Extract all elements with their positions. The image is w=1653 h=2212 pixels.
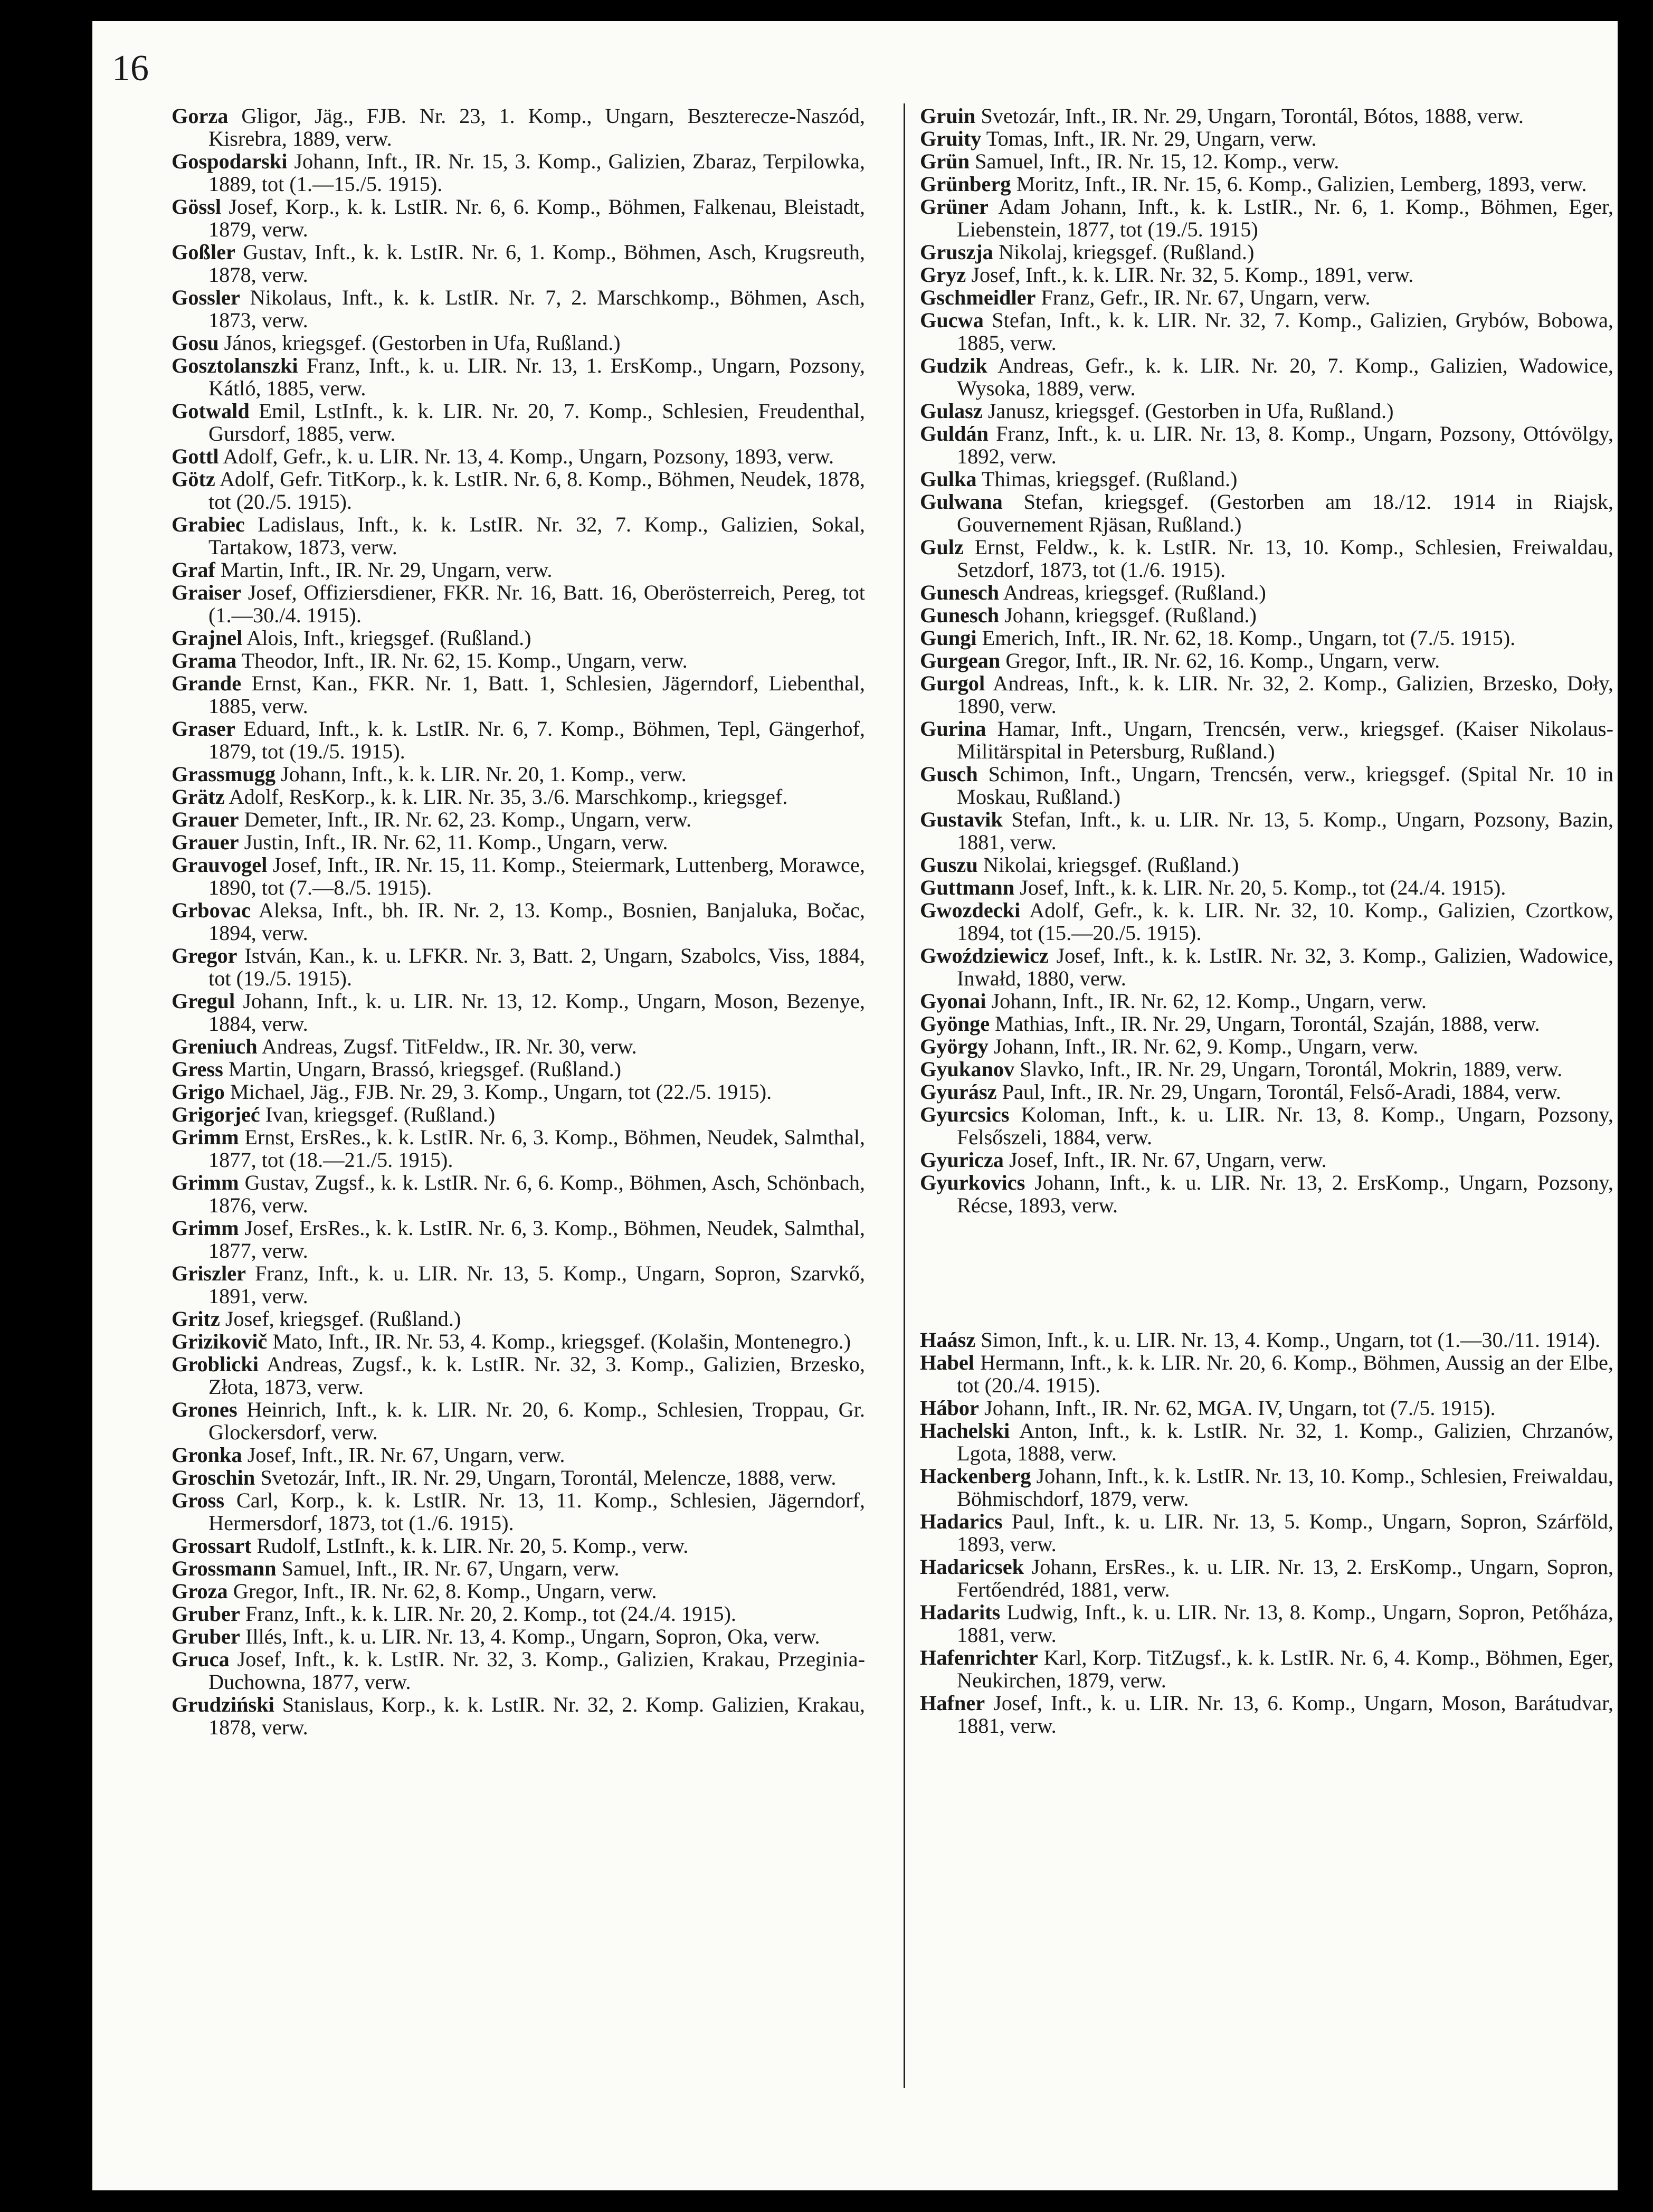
entry-details: Carl, Korp., k. k. LstIR. Nr. 13, 11. Komp., Schlesien, Jägerndorf, Hermersdorf, 1873, tot (1./6. 1915). bbox=[208, 1488, 866, 1535]
entry-surname: Grauvogel bbox=[172, 853, 268, 877]
entry-surname: Gyurkovics bbox=[920, 1171, 1025, 1194]
entry-details: Thimas, kriegsgef. (Rußland.) bbox=[981, 467, 1238, 491]
list-entry bbox=[920, 490, 1613, 536]
list-entry bbox=[920, 1328, 1613, 1351]
list-entry bbox=[172, 195, 865, 241]
list-entry bbox=[172, 513, 865, 558]
entry-surname: Gruin bbox=[920, 104, 976, 128]
entry-details: Adam Johann, Inft., k. k. LstIR., Nr. 6, 1. Komp., Böhmen, Eger, Liebenstein, 1877, tot (19./5. 1915) bbox=[957, 195, 1613, 241]
entry-surname: Gregor bbox=[172, 944, 238, 967]
list-entry bbox=[920, 876, 1613, 899]
entry-surname: Hafner bbox=[920, 1691, 985, 1715]
list-entry bbox=[172, 150, 865, 195]
list-entry bbox=[172, 1534, 865, 1557]
entry-details: Andreas, kriegsgef. (Rußland.) bbox=[1003, 581, 1266, 604]
entry-details: Ernst, Kan., FKR. Nr. 1, Batt. 1, Schlesien, Jägerndorf, Liebenthal, 1885, verw. bbox=[208, 671, 865, 718]
list-entry bbox=[920, 422, 1613, 468]
entry-details: Johann, Inft., IR. Nr. 62, 12. Komp., Ungarn, verw. bbox=[991, 989, 1427, 1013]
entry-surname: Hadarics bbox=[920, 1510, 1003, 1533]
entry-details: Mathias, Inft., IR. Nr. 29, Ungarn, Torontál, Szaján, 1888, verw. bbox=[995, 1012, 1540, 1036]
entry-details: Emil, LstInft., k. k. LIR. Nr. 20, 7. Komp., Schlesien, Freudenthal, Gursdorf, 1885, verw. bbox=[208, 399, 865, 445]
entry-details: Adolf, Gefr., k. u. LIR. Nr. 13, 4. Komp., Ungarn, Pozsony, 1893, verw. bbox=[223, 444, 834, 468]
entry-details: Adolf, Gefr., k. k. LIR. Nr. 32, 10. Komp., Galizien, Czortkow, 1894, tot (15.—20./5. 1915). bbox=[957, 898, 1613, 945]
list-entry bbox=[172, 1217, 865, 1262]
list-entry bbox=[920, 468, 1613, 490]
list-entry bbox=[172, 468, 865, 513]
entry-surname: Gruber bbox=[172, 1625, 240, 1648]
list-entry bbox=[920, 127, 1613, 150]
entry-details: Adolf, ResKorp., k. k. LIR. Nr. 35, 3./6. Marschkomp., kriegsgef. bbox=[229, 785, 788, 809]
list-entry bbox=[920, 1397, 1613, 1419]
list-entry bbox=[920, 1103, 1613, 1148]
entry-surname: Götz bbox=[172, 467, 215, 491]
list-entry bbox=[172, 1330, 865, 1353]
entry-surname: Gulwana bbox=[920, 490, 1003, 514]
entry-details: Rudolf, LstInft., k. k. LIR. Nr. 20, 5. Komp., verw. bbox=[256, 1534, 689, 1558]
entry-details: Johann, Inft., IR. Nr. 62, 9. Komp., Ungarn, verw. bbox=[993, 1034, 1419, 1058]
entry-surname: Grigorjeć bbox=[172, 1103, 260, 1126]
entry-details: Ernst, ErsRes., k. k. LstIR. Nr. 6, 3. Komp., Böhmen, Neudek, Salmthal, 1877, tot (18.—21./5. 1915). bbox=[208, 1125, 865, 1172]
list-entry bbox=[920, 944, 1613, 990]
entry-surname: Grauer bbox=[172, 830, 239, 854]
entry-surname: Grossmann bbox=[172, 1556, 277, 1580]
right-column bbox=[920, 105, 1613, 1737]
entry-surname: Graser bbox=[172, 717, 235, 741]
entry-surname: Gulasz bbox=[920, 399, 983, 423]
list-entry bbox=[920, 1646, 1613, 1692]
list-entry bbox=[172, 1602, 865, 1625]
entry-details: Slavko, Inft., IR. Nr. 29, Ungarn, Torontál, Mokrin, 1889, verw. bbox=[1020, 1057, 1563, 1081]
list-entry bbox=[920, 1419, 1613, 1465]
entry-details: Mato, Inft., IR. Nr. 53, 4. Komp., kriegsgef. (Kolašin, Montenegro.) bbox=[272, 1330, 851, 1353]
entry-details: Ludwig, Inft., k. u. LIR. Nr. 13, 8. Komp., Ungarn, Sopron, Petőháza, 1881, verw. bbox=[957, 1600, 1613, 1647]
entry-surname: Gurgean bbox=[920, 649, 1001, 672]
list-entry bbox=[172, 581, 865, 626]
entry-surname: Gronka bbox=[172, 1443, 242, 1467]
entry-details: Johann, Inft., IR. Nr. 15, 3. Komp., Galizien, Zbaraz, Terpilowka, 1889, tot (1.—15./5. 1915). bbox=[208, 149, 866, 196]
entry-surname: Gyuricza bbox=[920, 1148, 1004, 1172]
entry-details: Ladislaus, Inft., k. k. LstIR. Nr. 32, 7. Komp., Galizien, Sokal, Tartakow, 1873, verw. bbox=[208, 512, 865, 559]
entry-details: Franz, Inft., k. u. LIR. Nr. 13, 5. Komp., Ungarn, Sopron, Szarvkő, 1891, verw. bbox=[208, 1261, 865, 1308]
entry-details: Josef, ErsRes., k. k. LstIR. Nr. 6, 3. Komp., Böhmen, Neudek, Salmthal, 1877, verw. bbox=[208, 1216, 866, 1262]
entry-surname: Goßler bbox=[172, 240, 235, 264]
entry-surname: Gottl bbox=[172, 444, 219, 468]
entry-surname: Grimm bbox=[172, 1216, 239, 1240]
list-entry bbox=[920, 626, 1613, 649]
list-entry bbox=[172, 1035, 865, 1058]
entry-surname: Grama bbox=[172, 649, 237, 672]
entry-details: Josef, Inft., IR. Nr. 67, Ungarn, verw. bbox=[247, 1443, 565, 1467]
entry-surname: Guttmann bbox=[920, 876, 1015, 899]
entry-details: Martin, Ungarn, Brassó, kriegsgef. (Rußland.) bbox=[228, 1057, 622, 1081]
list-entry bbox=[172, 105, 865, 150]
list-entry bbox=[172, 1557, 865, 1580]
entry-details: Hamar, Inft., Ungarn, Trencsén, verw., kriegsgef. (Kaiser Nikolaus-Militärspital in Petersburg, Rußland.) bbox=[957, 717, 1614, 763]
list-entry bbox=[920, 286, 1613, 309]
entry-surname: Gusch bbox=[920, 762, 978, 786]
list-entry bbox=[172, 626, 865, 649]
entry-surname: Grassmugg bbox=[172, 762, 276, 786]
entry-surname: Gwoździewicz bbox=[920, 944, 1049, 967]
entry-surname: Hadaricsek bbox=[920, 1555, 1024, 1579]
entry-surname: Gress bbox=[172, 1057, 223, 1081]
list-entry bbox=[920, 354, 1613, 400]
list-entry bbox=[920, 400, 1613, 422]
entry-surname: Gross bbox=[172, 1488, 225, 1512]
entry-details: Stanislaus, Korp., k. k. LstIR. Nr. 32, 2. Komp. Galizien, Krakau, 1878, verw. bbox=[208, 1693, 865, 1739]
entry-details: Gustav, Inft., k. k. LstIR. Nr. 6, 1. Komp., Böhmen, Asch, Krugsreuth, 1878, verw. bbox=[208, 240, 866, 287]
entry-surname: Gryz bbox=[920, 263, 966, 287]
entry-details: Stefan, Inft., k. k. LIR. Nr. 32, 7. Komp., Galizien, Grybów, Bobowa, 1885, verw. bbox=[957, 308, 1614, 355]
entry-details: Andreas, Zugsf. TitFeldw., IR. Nr. 30, verw. bbox=[261, 1034, 637, 1058]
entry-details: Eduard, Inft., k. k. LstIR. Nr. 6, 7. Komp., Böhmen, Tepl, Gängerhof, 1879, tot (19./5. 1915). bbox=[208, 717, 865, 763]
list-entry bbox=[172, 944, 865, 990]
entry-details: Johann, ErsRes., k. u. LIR. Nr. 13, 2. ErsKomp., Ungarn, Sopron, Fertőendréd, 1881, verw. bbox=[957, 1555, 1614, 1601]
entry-details: Nikolaus, Inft., k. k. LstIR. Nr. 7, 2. Marschkomp., Böhmen, Asch, 1873, verw. bbox=[208, 286, 865, 332]
entry-details: Nikolai, kriegsgef. (Rußland.) bbox=[983, 853, 1239, 877]
entry-details: Paul, Inft., k. u. LIR. Nr. 13, 5. Komp., Ungarn, Sopron, Szárföld, 1893, verw. bbox=[957, 1510, 1613, 1556]
entry-details: Anton, Inft., k. k. LstIR. Nr. 32, 1. Komp., Galizien, Chrzanów, Lgota, 1888, verw. bbox=[957, 1419, 1613, 1465]
list-entry bbox=[172, 558, 865, 581]
list-entry bbox=[920, 604, 1613, 626]
entry-surname: Guldán bbox=[920, 422, 989, 445]
list-entry bbox=[920, 1601, 1613, 1646]
entry-details: Stefan, kriegsgef. (Gestorben am 18./12. 1914 in Riajsk, Gouvernement Rjäsan, Rußland.) bbox=[957, 490, 1613, 536]
entry-surname: Gyurász bbox=[920, 1080, 997, 1104]
entry-details: Martin, Inft., IR. Nr. 29, Ungarn, verw. bbox=[220, 558, 553, 582]
entry-details: Alois, Inft., kriegsgef. (Rußland.) bbox=[246, 626, 531, 650]
list-entry bbox=[920, 763, 1613, 808]
list-entry bbox=[920, 1692, 1613, 1737]
entry-details: Gregor, Inft., IR. Nr. 62, 16. Komp., Ungarn, verw. bbox=[1005, 649, 1440, 672]
entry-surname: Gucwa bbox=[920, 308, 984, 332]
column-divider bbox=[904, 103, 905, 2088]
entry-details: Josef, Offiziersdiener, FKR. Nr. 16, Batt. 16, Oberösterreich, Pereg, tot (1.—30./4. 1915). bbox=[208, 581, 865, 627]
entry-details: Emerich, Inft., IR. Nr. 62, 18. Komp., Ungarn, tot (7./5. 1915). bbox=[982, 626, 1516, 650]
entry-details: Svetozár, Inft., IR. Nr. 29, Ungarn, Torontál, Melencze, 1888, verw. bbox=[260, 1466, 837, 1489]
entry-details: Johann, Inft., k. k. LIR. Nr. 20, 1. Komp., verw. bbox=[281, 762, 687, 786]
list-entry bbox=[920, 150, 1613, 173]
list-entry bbox=[920, 808, 1613, 853]
entry-details: Paul, Inft., IR. Nr. 29, Ungarn, Torontál, Felső-Aradi, 1884, verw. bbox=[1002, 1080, 1561, 1104]
entry-details: Josef, Inft., IR. Nr. 67, Ungarn, verw. bbox=[1009, 1148, 1327, 1172]
entry-details: Michael, Jäg., FJB. Nr. 29, 3. Komp., Ungarn, tot (22./5. 1915). bbox=[230, 1080, 772, 1104]
entry-details: Johann, kriegsgef. (Rußland.) bbox=[1004, 603, 1257, 627]
entry-details: Josef, kriegsgef. (Rußland.) bbox=[225, 1307, 461, 1331]
list-entry bbox=[920, 536, 1613, 581]
entry-details: Nikolaj, kriegsgef. (Rußland.) bbox=[998, 240, 1255, 264]
entry-details: Moritz, Inft., IR. Nr. 15, 6. Komp., Galizien, Lemberg, 1893, verw. bbox=[1016, 172, 1587, 196]
entry-details: Illés, Inft., k. u. LIR. Nr. 13, 4. Komp., Ungarn, Sopron, Oka, verw. bbox=[245, 1625, 820, 1648]
list-entry bbox=[172, 808, 865, 831]
entry-surname: Gruszja bbox=[920, 240, 993, 264]
entry-surname: Gorza bbox=[172, 104, 229, 128]
entry-surname: Grüner bbox=[920, 195, 989, 219]
entry-details: Theodor, Inft., IR. Nr. 62, 15. Komp., Ungarn, verw. bbox=[241, 649, 688, 672]
entry-details: János, kriegsgef. (Gestorben in Ufa, Rußland.) bbox=[224, 331, 621, 355]
entry-details: Hermann, Inft., k. k. LIR. Nr. 20, 6. Komp., Böhmen, Aussig an der Elbe, tot (20./4. 1915). bbox=[957, 1351, 1614, 1397]
list-entry bbox=[920, 990, 1613, 1012]
entry-surname: Gudzik bbox=[920, 354, 987, 377]
entry-surname: Grimm bbox=[172, 1125, 239, 1149]
entry-details: Andreas, Zugsf., k. k. LstIR. Nr. 32, 3. Komp., Galizien, Brzesko, Złota, 1873, verw. bbox=[208, 1352, 865, 1399]
list-entry bbox=[172, 1466, 865, 1489]
list-entry bbox=[172, 354, 865, 400]
entry-surname: Grünberg bbox=[920, 172, 1011, 196]
entry-surname: Gyonai bbox=[920, 989, 986, 1013]
list-entry bbox=[172, 1398, 865, 1444]
entry-details: Franz, Inft., k. u. LIR. Nr. 13, 1. ErsKomp., Ungarn, Pozsony, Kátló, 1885, verw. bbox=[208, 354, 866, 400]
entry-surname: Gulz bbox=[920, 535, 964, 559]
list-entry bbox=[172, 1580, 865, 1602]
entry-surname: Groschin bbox=[172, 1466, 255, 1489]
entry-surname: Gossler bbox=[172, 286, 240, 309]
entry-details: Adolf, Gefr. TitKorp., k. k. LstIR. Nr. 6, 8. Komp., Böhmen, Neudek, 1878, tot (20./5. 1915). bbox=[208, 467, 865, 514]
list-entry bbox=[172, 717, 865, 763]
entry-details: Ivan, kriegsgef. (Rußland.) bbox=[265, 1103, 496, 1126]
entry-surname: Gössl bbox=[172, 195, 222, 219]
entry-details: Gligor, Jäg., FJB. Nr. 23, 1. Komp., Ungarn, Beszterecze-Naszód, Kisrebra, 1889, verw. bbox=[208, 104, 865, 150]
list-entry bbox=[920, 241, 1613, 263]
entry-details: Franz, Gefr., IR. Nr. 67, Ungarn, verw. bbox=[1041, 286, 1371, 309]
entry-details: Schimon, Inft., Ungarn, Trencsén, verw., kriegsgef. (Spital Nr. 10 in Moskau, Rußland.) bbox=[957, 762, 1614, 809]
list-entry bbox=[172, 331, 865, 354]
list-entry bbox=[920, 173, 1613, 195]
list-entry bbox=[172, 286, 865, 331]
entry-details: Demeter, Inft., IR. Nr. 62, 23. Komp., Ungarn, verw. bbox=[244, 808, 692, 831]
list-entry bbox=[920, 1035, 1613, 1058]
entry-details: Josef, Inft., k. k. LstIR. Nr. 32, 3. Komp., Galizien, Krakau, Przeginia-Duchowna, 1877, verw. bbox=[208, 1647, 865, 1694]
entry-surname: Groblicki bbox=[172, 1352, 259, 1376]
entry-details: Josef, Inft., k. k. LstIR. Nr. 32, 3. Komp., Galizien, Wadowice, Inwałd, 1880, verw. bbox=[957, 944, 1614, 990]
entry-surname: Hackenberg bbox=[920, 1464, 1031, 1488]
list-entry bbox=[920, 105, 1613, 127]
entry-surname: Gyurcsics bbox=[920, 1103, 1010, 1126]
list-entry bbox=[920, 672, 1613, 717]
entry-surname: Gosu bbox=[172, 331, 219, 355]
entry-surname: Gschmeidler bbox=[920, 286, 1036, 309]
entry-surname: Grizikovič bbox=[172, 1330, 268, 1353]
list-entry bbox=[172, 831, 865, 853]
entry-details: Justin, Inft., IR. Nr. 62, 11. Komp., Ungarn, verw. bbox=[244, 830, 668, 854]
entry-surname: Gruca bbox=[172, 1647, 230, 1671]
entry-surname: Graiser bbox=[172, 581, 242, 604]
list-entry bbox=[172, 400, 865, 445]
entry-surname: Gruber bbox=[172, 1602, 240, 1626]
list-entry bbox=[172, 1648, 865, 1693]
entry-surname: Graf bbox=[172, 558, 215, 582]
list-entry bbox=[172, 763, 865, 785]
entry-details: Heinrich, Inft., k. k. LIR. Nr. 20, 6. Komp., Schlesien, Troppau, Gr. Glockersdorf, verw. bbox=[208, 1398, 865, 1444]
entry-details: Tomas, Inft., IR. Nr. 29, Ungarn, verw. bbox=[986, 127, 1317, 150]
list-entry bbox=[920, 1510, 1613, 1555]
page-number: 16 bbox=[112, 48, 149, 89]
left-column bbox=[172, 105, 865, 1739]
entry-details: Svetozár, Inft., IR. Nr. 29, Ungarn, Torontál, Bótos, 1888, verw. bbox=[981, 104, 1524, 128]
entry-surname: Gurgol bbox=[920, 671, 985, 695]
entry-surname: Griszler bbox=[172, 1261, 246, 1285]
entry-details: Johann, Inft., k. k. LstIR. Nr. 13, 10. Komp., Schlesien, Freiwaldau, Böhmischdorf, 1879, verw. bbox=[957, 1464, 1613, 1511]
entry-surname: Grossart bbox=[172, 1534, 252, 1558]
entry-details: Gregor, Inft., IR. Nr. 62, 8. Komp., Ungarn, verw. bbox=[233, 1579, 657, 1603]
entry-details: Josef, Inft., k. k. LIR. Nr. 20, 5. Komp., tot (24./4. 1915). bbox=[1020, 876, 1506, 899]
list-entry bbox=[172, 1171, 865, 1217]
list-entry bbox=[920, 1555, 1613, 1601]
entry-details: Franz, Inft., k. u. LIR. Nr. 13, 8. Komp., Ungarn, Pozsony, Ottóvölgy, 1892, verw. bbox=[957, 422, 1613, 468]
list-entry bbox=[172, 1262, 865, 1307]
entry-surname: Grones bbox=[172, 1398, 238, 1421]
entry-surname: Grbovac bbox=[172, 898, 251, 922]
entry-details: Karl, Korp. TitZugsf., k. k. LstIR. Nr. 6, 4. Komp., Böhmen, Eger, Neukirchen, 1879, verw. bbox=[957, 1646, 1613, 1692]
list-entry bbox=[172, 853, 865, 899]
list-entry bbox=[172, 1444, 865, 1466]
entry-surname: Guszu bbox=[920, 853, 978, 877]
entry-surname: Gungi bbox=[920, 626, 977, 650]
section-gap bbox=[920, 1217, 1613, 1328]
entry-surname: Gyukanov bbox=[920, 1057, 1015, 1081]
entry-details: Samuel, Inft., IR. Nr. 15, 12. Komp., verw. bbox=[975, 149, 1340, 173]
entry-details: Johann, Inft., k. u. LIR. Nr. 13, 12. Komp., Ungarn, Moson, Bezenye, 1884, verw. bbox=[208, 989, 865, 1036]
entry-details: Samuel, Inft., IR. Nr. 67, Ungarn, verw. bbox=[281, 1556, 620, 1580]
entry-surname: Grimm bbox=[172, 1171, 239, 1194]
entry-details: Stefan, Inft., k. u. LIR. Nr. 13, 5. Komp., Ungarn, Pozsony, Bazin, 1881, verw. bbox=[957, 808, 1613, 854]
entry-surname: Hadarits bbox=[920, 1600, 1001, 1624]
entry-details: Josef, Inft., k. k. LIR. Nr. 32, 5. Komp., 1891, verw. bbox=[971, 263, 1414, 287]
list-entry bbox=[172, 1625, 865, 1648]
entry-surname: Gospodarski bbox=[172, 149, 288, 173]
list-entry bbox=[920, 1465, 1613, 1510]
list-entry bbox=[920, 649, 1613, 672]
entry-details: Franz, Inft., k. k. LIR. Nr. 20, 2. Komp., tot (24./4. 1915). bbox=[245, 1602, 737, 1626]
list-entry bbox=[920, 1148, 1613, 1171]
entry-details: István, Kan., k. u. LFKR. Nr. 3, Batt. 2, Ungarn, Szabolcs, Viss, 1884, tot (19./5. 1915). bbox=[208, 944, 865, 990]
entry-surname: Gunesch bbox=[920, 581, 1000, 604]
entry-surname: Gregul bbox=[172, 989, 235, 1013]
entry-surname: Gulka bbox=[920, 467, 977, 491]
entry-details: Andreas, Inft., k. k. LIR. Nr. 32, 2. Komp., Galizien, Brzesko, Doły, 1890, verw. bbox=[957, 671, 1613, 718]
entry-surname: Gyönge bbox=[920, 1012, 990, 1036]
list-entry bbox=[172, 445, 865, 468]
list-entry bbox=[172, 649, 865, 672]
list-entry bbox=[920, 195, 1613, 241]
entry-surname: Groza bbox=[172, 1579, 228, 1603]
list-entry bbox=[172, 990, 865, 1035]
entry-surname: Hafenrichter bbox=[920, 1646, 1038, 1669]
list-entry bbox=[172, 1693, 865, 1739]
list-entry bbox=[172, 899, 865, 944]
entry-surname: Gruity bbox=[920, 127, 982, 150]
entry-details: Gustav, Zugsf., k. k. LstIR. Nr. 6, 6. Komp., Böhmen, Asch, Schönbach, 1876, verw. bbox=[208, 1171, 866, 1217]
entry-surname: Gunesch bbox=[920, 603, 1000, 627]
list-entry bbox=[172, 1307, 865, 1330]
list-entry bbox=[920, 263, 1613, 286]
list-entry bbox=[920, 1171, 1613, 1217]
list-entry bbox=[920, 581, 1613, 604]
list-entry bbox=[920, 1058, 1613, 1080]
list-entry bbox=[920, 899, 1613, 944]
list-entry bbox=[172, 1058, 865, 1080]
list-entry bbox=[172, 1489, 865, 1534]
entry-surname: Gritz bbox=[172, 1307, 220, 1331]
entry-surname: Gwozdecki bbox=[920, 898, 1021, 922]
entry-details: Aleksa, Inft., bh. IR. Nr. 2, 13. Komp., Bosnien, Banjaluka, Bočac, 1894, verw. bbox=[208, 898, 865, 945]
list-entry bbox=[172, 1353, 865, 1398]
entry-details: Johann, Inft., IR. Nr. 62, MGA. IV, Ungarn, tot (7./5. 1915). bbox=[984, 1396, 1496, 1420]
list-entry bbox=[920, 1351, 1613, 1397]
entry-surname: Grün bbox=[920, 149, 970, 173]
list-entry bbox=[920, 853, 1613, 876]
entry-surname: Haász bbox=[920, 1328, 976, 1352]
entry-details: Simon, Inft., k. u. LIR. Nr. 13, 4. Komp., Ungarn, tot (1.—30./11. 1914). bbox=[981, 1328, 1601, 1352]
list-entry bbox=[172, 241, 865, 286]
list-entry bbox=[172, 785, 865, 808]
entry-details: Johann, Inft., k. u. LIR. Nr. 13, 2. ErsKomp., Ungarn, Pozsony, Récse, 1893, verw. bbox=[957, 1171, 1613, 1217]
entry-surname: Grudziński bbox=[172, 1693, 274, 1716]
entry-details: Andreas, Gefr., k. k. LIR. Nr. 20, 7. Komp., Galizien, Wadowice, Wysoka, 1889, verw. bbox=[957, 354, 1613, 400]
entry-details: Koloman, Inft., k. u. LIR. Nr. 13, 8. Komp., Ungarn, Pozsony, Felsőszeli, 1884, verw. bbox=[957, 1103, 1613, 1149]
entry-surname: György bbox=[920, 1034, 989, 1058]
list-entry bbox=[920, 309, 1613, 354]
entry-surname: Greniuch bbox=[172, 1034, 258, 1058]
entry-details: Josef, Inft., k. u. LIR. Nr. 13, 6. Komp., Ungarn, Moson, Barátudvar, 1881, verw. bbox=[957, 1691, 1613, 1738]
entry-details: Janusz, kriegsgef. (Gestorben in Ufa, Rußland.) bbox=[987, 399, 1394, 423]
list-entry bbox=[172, 1080, 865, 1103]
list-entry bbox=[172, 672, 865, 717]
list-entry bbox=[920, 717, 1613, 763]
entry-surname: Habel bbox=[920, 1351, 974, 1374]
list-entry bbox=[920, 1012, 1613, 1035]
list-entry bbox=[172, 1126, 865, 1171]
entry-surname: Grajnel bbox=[172, 626, 243, 650]
entry-surname: Gurina bbox=[920, 717, 986, 741]
entry-surname: Gotwald bbox=[172, 399, 250, 423]
entry-details: Josef, Korp., k. k. LstIR. Nr. 6, 6. Komp., Böhmen, Falkenau, Bleistadt, 1879, verw. bbox=[208, 195, 865, 241]
entry-surname: Grätz bbox=[172, 785, 225, 809]
entry-surname: Hábor bbox=[920, 1396, 979, 1420]
entry-surname: Grauer bbox=[172, 808, 239, 831]
entry-surname: Hachelski bbox=[920, 1419, 1010, 1442]
list-entry bbox=[172, 1103, 865, 1126]
entry-surname: Grande bbox=[172, 671, 242, 695]
list-entry bbox=[920, 1080, 1613, 1103]
entry-surname: Gosztolanszki bbox=[172, 354, 298, 377]
entry-surname: Gustavik bbox=[920, 808, 1003, 831]
entry-details: Josef, Inft., IR. Nr. 15, 11. Komp., Steiermark, Luttenberg, Morawce, 1890, tot (7.—8./5. 1915). bbox=[208, 853, 865, 899]
entry-details: Ernst, Feldw., k. k. LstIR. Nr. 13, 10. Komp., Schlesien, Freiwaldau, Setzdorf, 1873, tot (1./6. 1915). bbox=[957, 535, 1614, 582]
entry-surname: Grabiec bbox=[172, 512, 245, 536]
entry-surname: Grigo bbox=[172, 1080, 225, 1104]
